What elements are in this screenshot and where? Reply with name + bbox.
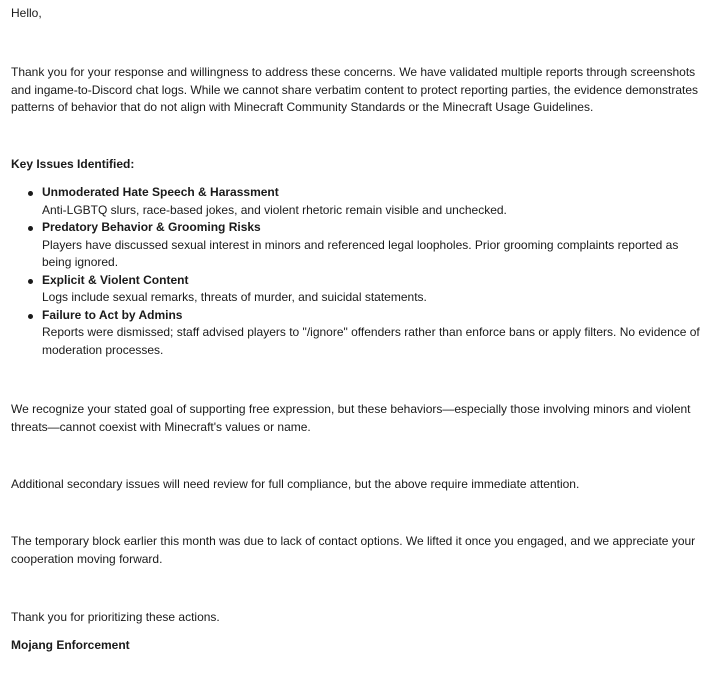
issues-list — [11, 184, 701, 359]
bullet-icon — [28, 279, 33, 284]
issues-heading: Key Issues Identified: — [11, 157, 135, 171]
bullet-icon — [28, 191, 33, 196]
list-item — [11, 184, 701, 219]
bullet-icon — [28, 314, 33, 319]
list-item — [11, 219, 701, 272]
issue-description: Anti-LGBTQ slurs, race-based jokes, and violent rhetoric remain visible and unchecked. — [42, 202, 507, 217]
block-note-paragraph: The temporary block earlier this month was due to lack of contact options. We lifted it once you engaged, and we appreciate your cooperation moving forward. — [11, 534, 696, 566]
recognition-paragraph: We recognize your stated goal of supporting free expression, but these behaviors—especially those involving minors and violent threats—cannot coexist with Minecraft's values or name. — [11, 402, 691, 434]
issue-title: Failure to Act by Admins — [42, 307, 183, 322]
secondary-paragraph: Additional secondary issues will need review for full compliance, but the above require immediate attention. — [11, 477, 580, 491]
closing-line: Thank you for prioritizing these actions. — [11, 610, 220, 624]
issue-title: Unmoderated Hate Speech & Harassment — [42, 185, 279, 199]
list-item — [11, 307, 701, 360]
issue-description: Logs include sexual remarks, threats of murder, and suicidal statements. — [42, 290, 427, 304]
intro-paragraph: Thank you for your response and willingness to address these concerns. We have validated multiple reports through screenshots and ingame-to-Discord chat logs. While we cannot share verbatim content to protect reporting parties, the evidence demonstrates patterns of behavior that do not align with Minecraft Community Standards or the Minecraft Usage Guidelines. — [11, 65, 699, 114]
bullet-icon — [28, 226, 33, 231]
signature: Mojang Enforcement — [11, 638, 130, 652]
issue-description: Reports were dismissed; staff advised players to "/ignore" offenders rather than enforce bans or apply filters. No evidence of moderation processes. — [42, 325, 700, 357]
greeting: Hello, — [11, 6, 42, 20]
issue-title: Predatory Behavior & Grooming Risks — [42, 220, 261, 234]
issue-title: Explicit & Violent Content — [42, 272, 189, 287]
list-item — [11, 272, 701, 307]
issue-description: Players have discussed sexual interest in minors and referenced legal loopholes. Prior grooming complaints reported as being ignored. — [42, 237, 679, 269]
